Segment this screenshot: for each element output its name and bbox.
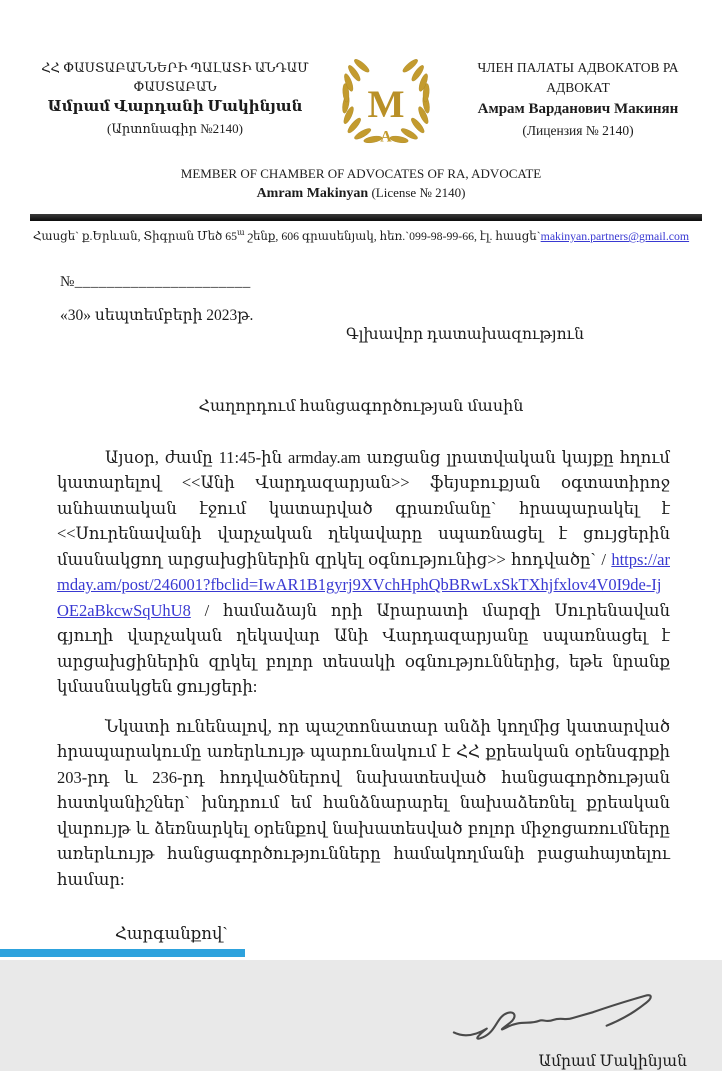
letterhead-emblem-column	[320, 52, 452, 154]
closing-salutation: Հարգանքով`	[115, 924, 228, 944]
contact-address-middle: շենք, 606 գրասենյակ, հեռ.`099-98-99-66, էլ. հասցե`	[244, 228, 541, 243]
body-paragraph-2: Նկատի ունենալով, որ պաշտոնատար անձի կողմից կատարված հրապարակումը առերևույթ պարունակում է ՀՀ քրեական օրենսգրքի 203-րդ և 236-րդ հոդվածներով նախատեսված հանցագործության հատկանիշներ` խնդրում եմ հանձնարարել նախաձեռնել քրեական վարույթ և ձեռնարկել օրենքով նախատեսված բոլոր միջոցառումները առերևույթ հանցագործությունները համակողմանի բացահայտելու համար:	[57, 716, 670, 889]
letterhead-english-license: (License № 2140)	[368, 185, 466, 200]
emblem-letter-a: A	[380, 128, 392, 146]
subject-line: Հաղորդում հանցագործության մասին	[198, 397, 524, 415]
armday-article-link[interactable]: https://armday.am/post/246001?fbclid=IwAR1B1gyrj9XVchHphQbBRwLxSkTXhjfxlov4V0I9de-IjOE2aBkcwSqUhU8	[57, 549, 670, 620]
recipient-title: Գլխավոր դատախազություն	[345, 325, 585, 343]
letterhead-russian-license: (Лицензия № 2140)	[522, 123, 634, 138]
letterhead-english-line1: MEMBER OF CHAMBER OF ADVOCATES OF RA, ADVOCATE	[180, 166, 542, 181]
letterhead-russian-line2: АДВОКАТ	[546, 80, 610, 95]
bottom-blue-bar	[0, 949, 245, 957]
letterhead-armenian-line1: ՀՀ ՓԱՍՏԱԲԱՆՆԵՐԻ ՊԱԼԱՏԻ ԱՆԴԱՄ	[41, 60, 309, 75]
document-date: «30» սեպտեմբերի 2023թ.	[60, 306, 254, 324]
signatory-name: Ամրամ Մակինյան	[538, 1053, 687, 1071]
header-divider-bar	[30, 214, 702, 221]
letterhead-english-block	[0, 164, 722, 203]
paragraph1-text-before-link: Այսօր, ժամը 11:45-ին armday.am առցանց լրատվական կայքը հղում կատարելով <<Անի Վարդազարյան>> ֆեյսբուքյան օգտատիրոջ անհատական էջում կատարված գրառմանը` հրապարակել է <<Սուրենավանի վարչական ղեկավարը սպառնացել է ցույցերին մասնակցող արցախցիներին զրկել օգնությունից>> հոդվածը` /	[57, 447, 670, 569]
letterhead-armenian-block	[30, 52, 320, 138]
letterhead-russian-line1: ЧЛЕН ПАЛАТЫ АДВОКАТОВ РА	[477, 60, 679, 75]
letterhead-english-name: Amram Makinyan	[256, 186, 369, 201]
letterhead-armenian-name: Ամրամ Վարդանի Մակինյան	[47, 99, 303, 115]
document-number-line: №______________________	[60, 273, 251, 290]
letterhead-russian-block	[452, 52, 704, 141]
letterhead	[0, 0, 722, 154]
signature-block	[0, 988, 660, 1046]
contact-line	[0, 228, 722, 244]
contact-email-link[interactable]: makinyan.partners@gmail.com	[540, 228, 690, 243]
body-paragraph-1	[57, 445, 670, 700]
letterhead-armenian-license: (Արտոնագիր №2140)	[107, 121, 243, 136]
contact-address-prefix: Հասցե` ք.Երևան, Տիգրան Մեծ 65	[32, 228, 238, 243]
laurel-wreath-emblem-icon	[330, 54, 442, 154]
handwritten-signature	[445, 988, 660, 1046]
letterhead-armenian-line2: ՓԱՍՏԱԲԱՆ	[133, 79, 217, 94]
contact-building-superscript: ա	[237, 228, 245, 237]
letterhead-russian-name: Амрам Варданович Макинян	[477, 101, 679, 117]
paragraph1-text-after-link: / համաձայն որի Արարատի մարզի Սուրենավան գյուղի վարչական ղեկավար Անի Վարդազարյանը սպառնացել է արցախցիներին զրկել բոլոր տեսակի օգնություններից, եթե նրանք կմասնակցեն ցույցերի:	[57, 600, 670, 697]
emblem-letter-m: M	[367, 83, 405, 127]
